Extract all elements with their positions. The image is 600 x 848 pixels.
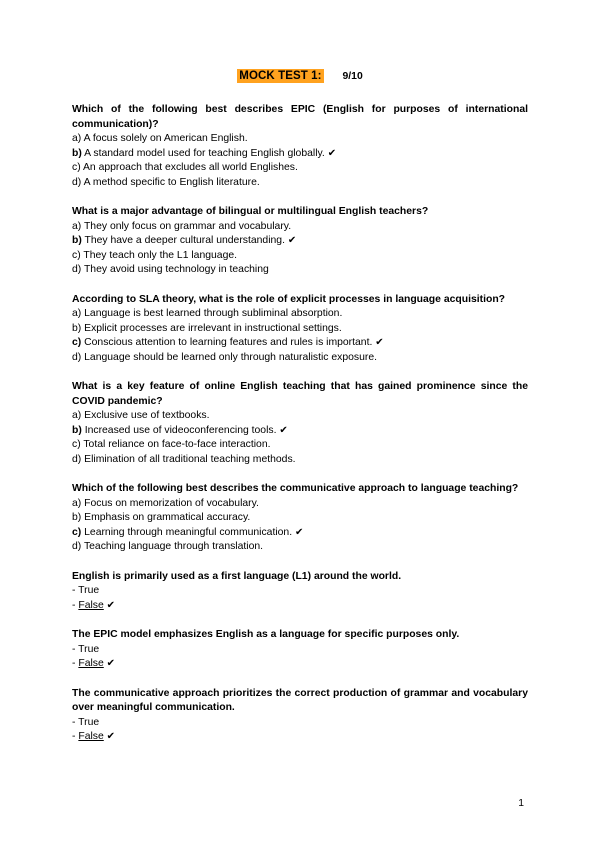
question-5 bbox=[72, 482, 528, 555]
check-icon: ✔ bbox=[106, 731, 116, 742]
document-page bbox=[72, 70, 528, 760]
question-stem: The communicative approach prioritizes the correct production of grammar and vocabulary over meaningful communication. bbox=[72, 687, 528, 713]
question-stem: According to SLA theory, what is the role of explicit processes in language acquisition? bbox=[72, 293, 506, 305]
option-c: c) Total reliance on face-to-face interaction. bbox=[72, 439, 271, 450]
check-icon: ✔ bbox=[106, 658, 116, 669]
question-4 bbox=[72, 380, 528, 467]
option-false: - False ✔ bbox=[72, 599, 116, 611]
question-stem: Which of the following best describes the communicative approach to language teaching? bbox=[72, 483, 519, 494]
check-icon: ✔ bbox=[279, 424, 288, 436]
option-d: d) A method specific to English literature. bbox=[72, 176, 260, 188]
option-d: d) They avoid using technology in teaching bbox=[72, 264, 269, 275]
check-icon: ✔ bbox=[327, 147, 337, 159]
true-false-3 bbox=[72, 687, 528, 745]
option-a: a) Focus on memorization of vocabulary. bbox=[72, 497, 259, 509]
option-false: - False ✔ bbox=[72, 731, 116, 742]
option-c: c) Conscious attention to learning features and rules is important. ✔ bbox=[72, 337, 384, 348]
option-b: b) Emphasis on grammatical accuracy. bbox=[72, 512, 251, 523]
option-d: d) Language should be learned only through naturalistic exposure. bbox=[72, 351, 378, 363]
question-stem: English is primarily used as a first language (L1) around the world. bbox=[72, 570, 402, 582]
check-icon: ✔ bbox=[375, 337, 384, 348]
option-true: - True bbox=[72, 585, 100, 596]
option-b: b) Increased use of videoconferencing tools. ✔ bbox=[72, 424, 288, 436]
title-row bbox=[72, 70, 528, 86]
test-score: 9/10 bbox=[342, 71, 363, 82]
question-3 bbox=[72, 293, 528, 366]
option-b: b) Explicit processes are irrelevant in instructional settings. bbox=[72, 322, 342, 334]
check-icon: ✔ bbox=[287, 235, 297, 246]
question-2 bbox=[72, 205, 528, 278]
option-false: - False ✔ bbox=[72, 658, 116, 669]
question-stem: What is a major advantage of bilingual or multilingual English teachers? bbox=[72, 206, 429, 217]
option-true: - True bbox=[72, 643, 100, 655]
option-a: a) Exclusive use of textbooks. bbox=[72, 410, 210, 421]
option-c: c) An approach that excludes all world Englishes. bbox=[72, 162, 298, 173]
question-stem: What is a key feature of online English teaching that has gained prominence since the COVID pandemic? bbox=[72, 381, 528, 407]
option-b: b) A standard model used for teaching English globally. ✔ bbox=[72, 147, 337, 159]
check-icon: ✔ bbox=[294, 526, 304, 538]
option-true: - True bbox=[72, 716, 100, 728]
option-c: c) They teach only the L1 language. bbox=[72, 249, 238, 261]
option-a: a) A focus solely on American English. bbox=[72, 133, 248, 144]
option-d: d) Teaching language through translation. bbox=[72, 541, 264, 552]
option-a: a) They only focus on grammar and vocabulary. bbox=[72, 220, 292, 232]
option-b: b) They have a deeper cultural understanding. ✔ bbox=[72, 235, 297, 246]
check-icon: ✔ bbox=[106, 599, 116, 611]
true-false-2 bbox=[72, 628, 528, 672]
question-1 bbox=[72, 103, 528, 190]
option-c: c) Learning through meaningful communication. ✔ bbox=[72, 526, 304, 538]
question-stem: The EPIC model emphasizes English as a language for specific purposes only. bbox=[72, 629, 460, 640]
option-d: d) Elimination of all traditional teaching methods. bbox=[72, 453, 296, 465]
question-stem: Which of the following best describes EPIC (English for purposes of international communication)? bbox=[72, 104, 528, 130]
option-a: a) Language is best learned through subliminal absorption. bbox=[72, 308, 343, 319]
page-number: 1 bbox=[518, 798, 524, 809]
test-title: MOCK TEST 1: bbox=[239, 70, 322, 82]
true-false-1 bbox=[72, 570, 528, 614]
